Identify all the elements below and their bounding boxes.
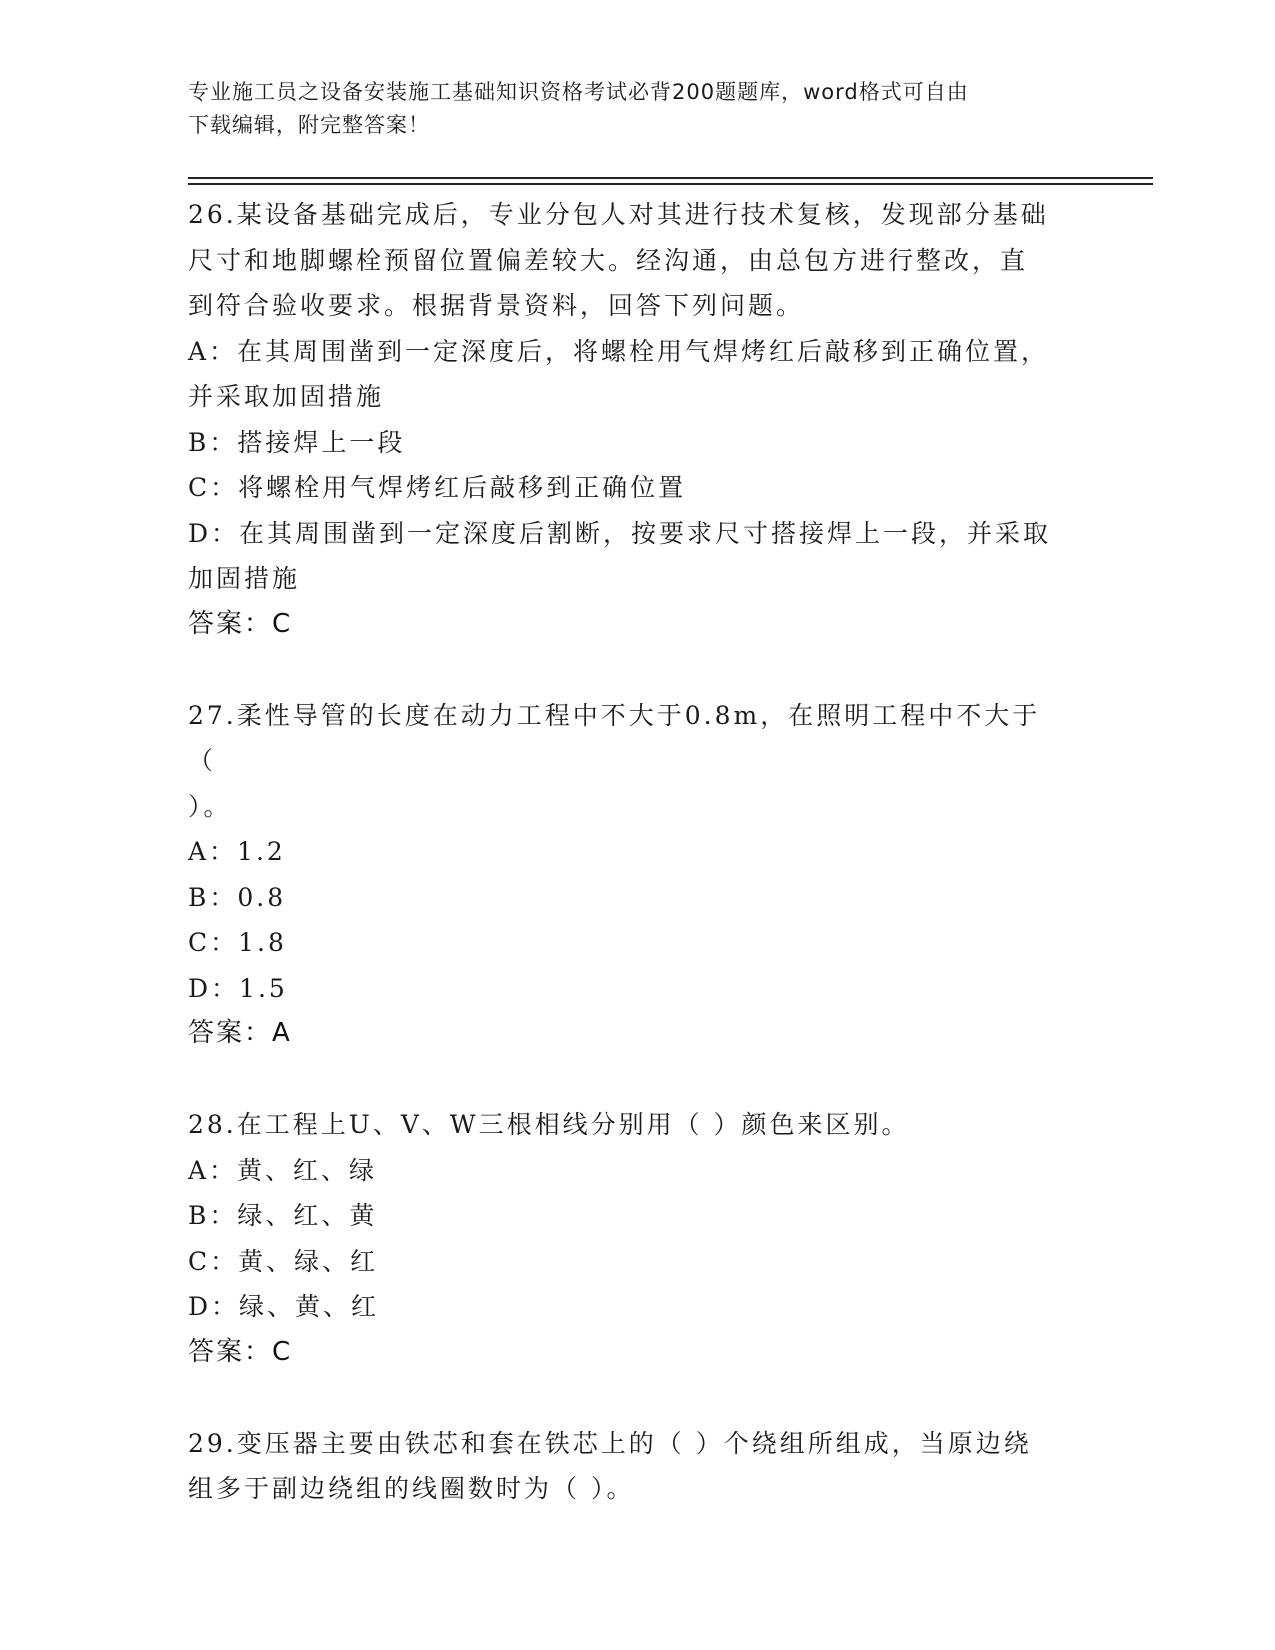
option-c: C：将螺栓用气焊烤红后敲移到正确位置 xyxy=(188,473,687,502)
option-c: C：黄、绿、红 xyxy=(188,1246,379,1276)
answer-label: 答案：C xyxy=(188,608,293,639)
option-a: A：黄、红、绿 xyxy=(188,1155,378,1185)
question-27 xyxy=(188,693,1068,1057)
question-stem-line: 28.在工程上U、V、W三根相线分别用（ ）颜色来区别。 xyxy=(188,1110,910,1139)
question-stem-line: 26.某设备基础完成后，专业分包人对其进行技术复核，发现部分基础 xyxy=(188,200,1049,229)
option-d: D：1.5 xyxy=(188,973,288,1003)
option-a: A：在其周围凿到一定深度后，将螺栓用气焊烤红后敲移到正确位置， xyxy=(188,336,1050,366)
question-stem-line: 尺寸和地脚螺栓预留位置偏差较大。经沟通，由总包方进行整改，直 xyxy=(188,245,1029,275)
header-divider-bottom xyxy=(188,183,1153,185)
option-d: D：绿、黄、红 xyxy=(188,1292,380,1321)
question-28 xyxy=(188,1102,1068,1375)
header-line-2: 下载编辑，附完整答案！ xyxy=(188,113,430,137)
header-divider-top xyxy=(188,177,1153,179)
answer-label: 答案：C xyxy=(188,1336,293,1367)
option-b: B：搭接焊上一段 xyxy=(188,427,406,457)
question-stem-line: 29.变压器主要由铁芯和套在铁芯上的（ ）个绕组所组成，当原边绕 xyxy=(188,1428,1032,1458)
question-stem-line: ）。 xyxy=(188,791,232,821)
question-list xyxy=(188,192,1068,1512)
option-b: B：0.8 xyxy=(188,882,287,912)
answer-label: 答案：A xyxy=(188,1018,292,1048)
option-b: B：绿、红、黄 xyxy=(188,1201,378,1230)
question-spacer xyxy=(188,647,1068,693)
question-26 xyxy=(188,192,1068,647)
question-29 xyxy=(188,1421,1068,1512)
option-a-continued: 并采取加固措施 xyxy=(188,382,385,411)
document-header xyxy=(188,76,1088,142)
question-stem-line: 到符合验收要求。根据背景资料，回答下列问题。 xyxy=(188,291,805,320)
option-d-continued: 加固措施 xyxy=(188,564,301,593)
question-stem-line: 27.柔性导管的长度在动力工程中不大于0.8m，在照明工程中不大于（ xyxy=(188,700,1041,775)
option-a: A：1.2 xyxy=(188,837,286,866)
question-spacer xyxy=(188,1057,1068,1103)
question-stem-line: 组多于副边绕组的线圈数时为（ ）。 xyxy=(188,1474,635,1503)
option-d: D：在其周围凿到一定深度后割断，按要求尺寸搭接焊上一段，并采取 xyxy=(188,518,1052,548)
question-spacer xyxy=(188,1375,1068,1421)
header-line-1: 专业施工员之设备安装施工基础知识资格考试必背200题题库，word格式可自由 xyxy=(188,80,969,104)
option-c: C：1.8 xyxy=(188,928,287,957)
